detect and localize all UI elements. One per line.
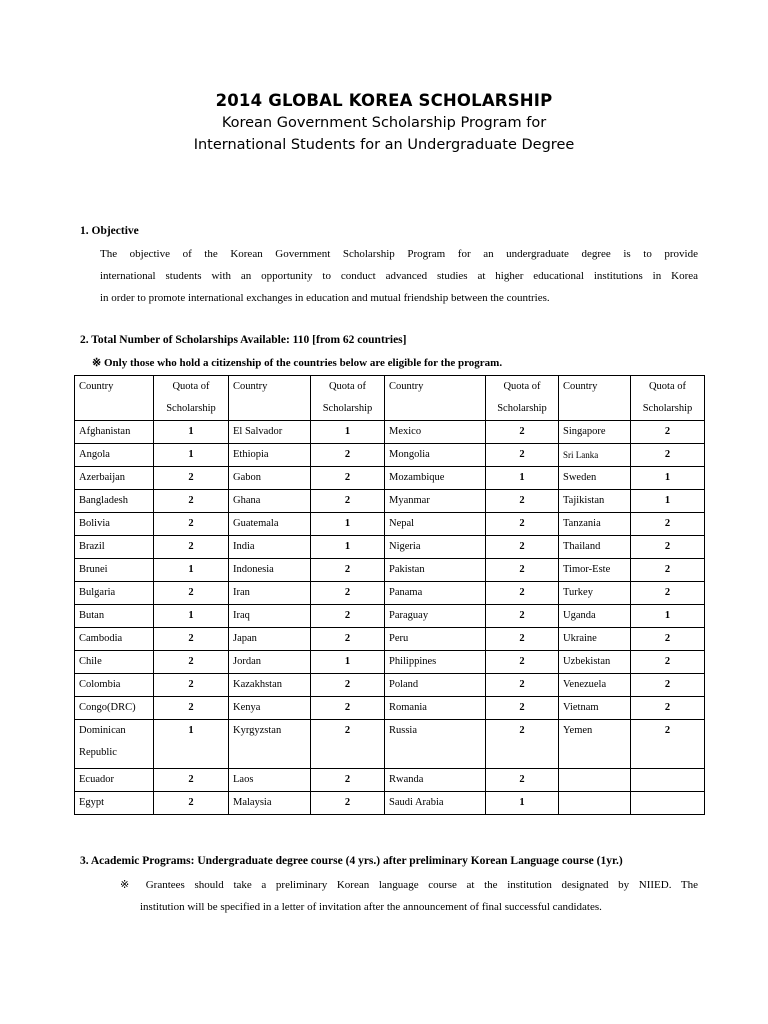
quota-cell: 1	[154, 720, 229, 769]
quota-header-line1: Quota of	[172, 381, 210, 392]
table-row	[75, 444, 705, 467]
column-header-country: Country	[229, 376, 311, 421]
column-header-quota	[154, 376, 229, 421]
quota-cell: 2	[311, 720, 385, 769]
quota-cell: 2	[486, 582, 559, 605]
column-header-country: Country	[75, 376, 154, 421]
quota-header-line1: Quota of	[648, 381, 687, 392]
country-cell: Azerbaijan	[75, 467, 154, 490]
country-quota-table	[74, 375, 705, 815]
quota-cell: 2	[486, 444, 559, 467]
country-cell: Mongolia	[385, 444, 486, 467]
quota-cell: 2	[486, 536, 559, 559]
table-row	[75, 490, 705, 513]
quota-cell: 2	[311, 674, 385, 697]
country-cell: Congo(DRC)	[75, 697, 154, 720]
quota-cell: 2	[311, 605, 385, 628]
table-row	[75, 720, 705, 769]
quota-cell: 2	[311, 467, 385, 490]
quota-cell: 1	[486, 792, 559, 815]
quota-cell: 2	[154, 490, 229, 513]
country-cell: Turkey	[559, 582, 631, 605]
objective-line: The objective of the Korean Government Scholarship Program for an undergraduate degree is to provide	[100, 248, 698, 260]
page-title: 2014 GLOBAL KOREA SCHOLARSHIP	[215, 91, 553, 110]
quota-header-line2: Scholarship	[642, 403, 693, 414]
country-cell: Bulgaria	[75, 582, 154, 605]
country-cell: Gabon	[229, 467, 311, 490]
quota-cell: 2	[631, 651, 705, 674]
quota-cell: 1	[154, 559, 229, 582]
objective-paragraph	[100, 243, 698, 309]
page-subtitle-line2: International Students for an Undergraduate Degree	[193, 137, 575, 153]
country-cell: Malaysia	[229, 792, 311, 815]
country-cell: Philippines	[385, 651, 486, 674]
country-cell: Vietnam	[559, 697, 631, 720]
quota-cell: 1	[486, 467, 559, 490]
quota-cell: 2	[631, 674, 705, 697]
page-subtitle-line1: Korean Government Scholarship Program for	[221, 115, 547, 131]
country-cell: Romania	[385, 697, 486, 720]
country-cell: Kazakhstan	[229, 674, 311, 697]
country-cell: Tanzania	[559, 513, 631, 536]
table-row	[75, 467, 705, 490]
country-cell: Uzbekistan	[559, 651, 631, 674]
table-row	[75, 582, 705, 605]
quota-header-line2: Scholarship	[497, 403, 547, 414]
quota-cell: 2	[486, 720, 559, 769]
objective-heading: 1. Objective	[80, 225, 139, 237]
table-row	[75, 421, 705, 444]
country-cell: Saudi Arabia	[385, 792, 486, 815]
country-cell: Thailand	[559, 536, 631, 559]
table-row	[75, 605, 705, 628]
country-cell: Nepal	[385, 513, 486, 536]
country-cell: El Salvador	[229, 421, 311, 444]
quota-cell: 1	[631, 490, 705, 513]
country-cell: Mexico	[385, 421, 486, 444]
country-cell: Mozambique	[385, 467, 486, 490]
quota-cell: 2	[486, 559, 559, 582]
academic-note-line2: institution will be specified in a letter of invitation after the announcement of final successful candidates.	[140, 901, 602, 913]
quota-cell: 2	[311, 697, 385, 720]
country-cell: Ethiopia	[229, 444, 311, 467]
country-cell: Venezuela	[559, 674, 631, 697]
country-cell: Cambodia	[75, 628, 154, 651]
country-cell: Butan	[75, 605, 154, 628]
country-cell: Laos	[229, 769, 311, 792]
country-cell: Dominican Republic	[75, 720, 154, 769]
country-cell: Paraguay	[385, 605, 486, 628]
country-cell: Chile	[75, 651, 154, 674]
table-row	[75, 697, 705, 720]
quota-cell: 2	[154, 467, 229, 490]
quota-cell: 2	[631, 536, 705, 559]
quota-cell: 2	[311, 769, 385, 792]
table-row	[75, 559, 705, 582]
country-cell: Indonesia	[229, 559, 311, 582]
country-cell: Kyrgyzstan	[229, 720, 311, 769]
quota-cell: 2	[631, 559, 705, 582]
country-cell: Poland	[385, 674, 486, 697]
country-cell: Rwanda	[385, 769, 486, 792]
quota-cell: 2	[486, 674, 559, 697]
quota-cell	[631, 792, 705, 815]
quota-cell: 2	[154, 536, 229, 559]
quota-cell: 2	[486, 697, 559, 720]
country-cell: Angola	[75, 444, 154, 467]
quota-cell: 2	[154, 674, 229, 697]
academic-programs-heading: 3. Academic Programs: Undergraduate degree course (4 yrs.) after preliminary Korean Language course (1yr.)	[80, 855, 623, 867]
quota-cell: 2	[311, 490, 385, 513]
country-cell	[559, 792, 631, 815]
table-row	[75, 769, 705, 792]
quota-cell: 2	[486, 605, 559, 628]
column-header-country: Country	[559, 376, 631, 421]
country-cell	[559, 769, 631, 792]
table-row	[75, 792, 705, 815]
quota-cell: 2	[311, 792, 385, 815]
quota-cell: 1	[154, 605, 229, 628]
quota-cell: 2	[486, 490, 559, 513]
quota-cell: 1	[311, 536, 385, 559]
country-cell: Iraq	[229, 605, 311, 628]
table-row	[75, 628, 705, 651]
table-row	[75, 651, 705, 674]
quota-cell: 2	[311, 628, 385, 651]
country-cell: Yemen	[559, 720, 631, 769]
quota-cell: 2	[486, 769, 559, 792]
column-header-quota	[631, 376, 705, 421]
quota-header-line2: Scholarship	[166, 403, 216, 414]
objective-line: international students with an opportunity to conduct advanced studies at higher educational institutions in Korea	[100, 270, 698, 282]
eligibility-note: ※ Only those who hold a citizenship of the countries below are eligible for the program.	[92, 357, 503, 369]
quota-cell	[631, 769, 705, 792]
country-cell: Kenya	[229, 697, 311, 720]
quota-cell: 2	[486, 421, 559, 444]
quota-cell: 2	[311, 559, 385, 582]
quota-cell: 2	[154, 792, 229, 815]
country-cell: Russia	[385, 720, 486, 769]
quota-header-line1: Quota of	[503, 381, 541, 392]
quota-cell: 1	[631, 605, 705, 628]
quota-cell: 2	[631, 513, 705, 536]
country-cell: Singapore	[559, 421, 631, 444]
academic-note-line1: ※ Grantees should take a preliminary Korean language course at the institution designated by NIIED. The	[120, 879, 698, 891]
scholarships-heading: 2. Total Number of Scholarships Available: 110 [from 62 countries]	[80, 334, 407, 346]
table-header-row	[75, 376, 705, 421]
quota-cell: 2	[631, 720, 705, 769]
country-cell: Myanmar	[385, 490, 486, 513]
country-cell: Iran	[229, 582, 311, 605]
country-cell: Jordan	[229, 651, 311, 674]
quota-cell: 2	[631, 582, 705, 605]
country-cell: Sri Lanka	[559, 444, 631, 467]
quota-cell: 2	[154, 651, 229, 674]
country-cell: Panama	[385, 582, 486, 605]
country-cell: Colombia	[75, 674, 154, 697]
quota-header-line2: Scholarship	[322, 403, 373, 414]
quota-cell: 2	[631, 444, 705, 467]
country-cell: Tajikistan	[559, 490, 631, 513]
quota-cell: 2	[154, 769, 229, 792]
quota-cell: 2	[154, 628, 229, 651]
country-cell: Brunei	[75, 559, 154, 582]
quota-cell: 2	[486, 651, 559, 674]
objective-line: in order to promote international exchanges in education and mutual friendship between the countries.	[100, 292, 550, 304]
country-cell: Egypt	[75, 792, 154, 815]
quota-cell: 2	[486, 513, 559, 536]
country-cell: Bolivia	[75, 513, 154, 536]
country-cell: Sweden	[559, 467, 631, 490]
quota-cell: 1	[311, 421, 385, 444]
country-cell: Uganda	[559, 605, 631, 628]
country-cell: Timor-Este	[559, 559, 631, 582]
quota-cell: 1	[311, 651, 385, 674]
table-row	[75, 536, 705, 559]
quota-cell: 2	[154, 697, 229, 720]
country-cell: Brazil	[75, 536, 154, 559]
quota-cell: 1	[154, 421, 229, 444]
country-cell: Ecuador	[75, 769, 154, 792]
quota-header-line1: Quota of	[328, 381, 367, 392]
country-cell: Bangladesh	[75, 490, 154, 513]
country-cell: Pakistan	[385, 559, 486, 582]
table-row	[75, 674, 705, 697]
country-cell: Nigeria	[385, 536, 486, 559]
quota-cell: 1	[631, 467, 705, 490]
quota-cell: 2	[486, 628, 559, 651]
quota-cell: 2	[154, 513, 229, 536]
quota-cell: 2	[631, 628, 705, 651]
quota-cell: 1	[154, 444, 229, 467]
quota-cell: 2	[311, 582, 385, 605]
country-cell: Japan	[229, 628, 311, 651]
quota-cell: 2	[631, 697, 705, 720]
quota-cell: 2	[631, 421, 705, 444]
column-header-country: Country	[385, 376, 486, 421]
country-cell: India	[229, 536, 311, 559]
country-cell: Afghanistan	[75, 421, 154, 444]
country-cell: Ghana	[229, 490, 311, 513]
quota-cell: 2	[311, 444, 385, 467]
country-cell: Guatemala	[229, 513, 311, 536]
quota-cell: 1	[311, 513, 385, 536]
academic-programs-note	[120, 874, 698, 918]
country-cell: Peru	[385, 628, 486, 651]
column-header-quota	[486, 376, 559, 421]
quota-cell: 2	[154, 582, 229, 605]
table-row	[75, 513, 705, 536]
column-header-quota	[311, 376, 385, 421]
country-cell: Ukraine	[559, 628, 631, 651]
